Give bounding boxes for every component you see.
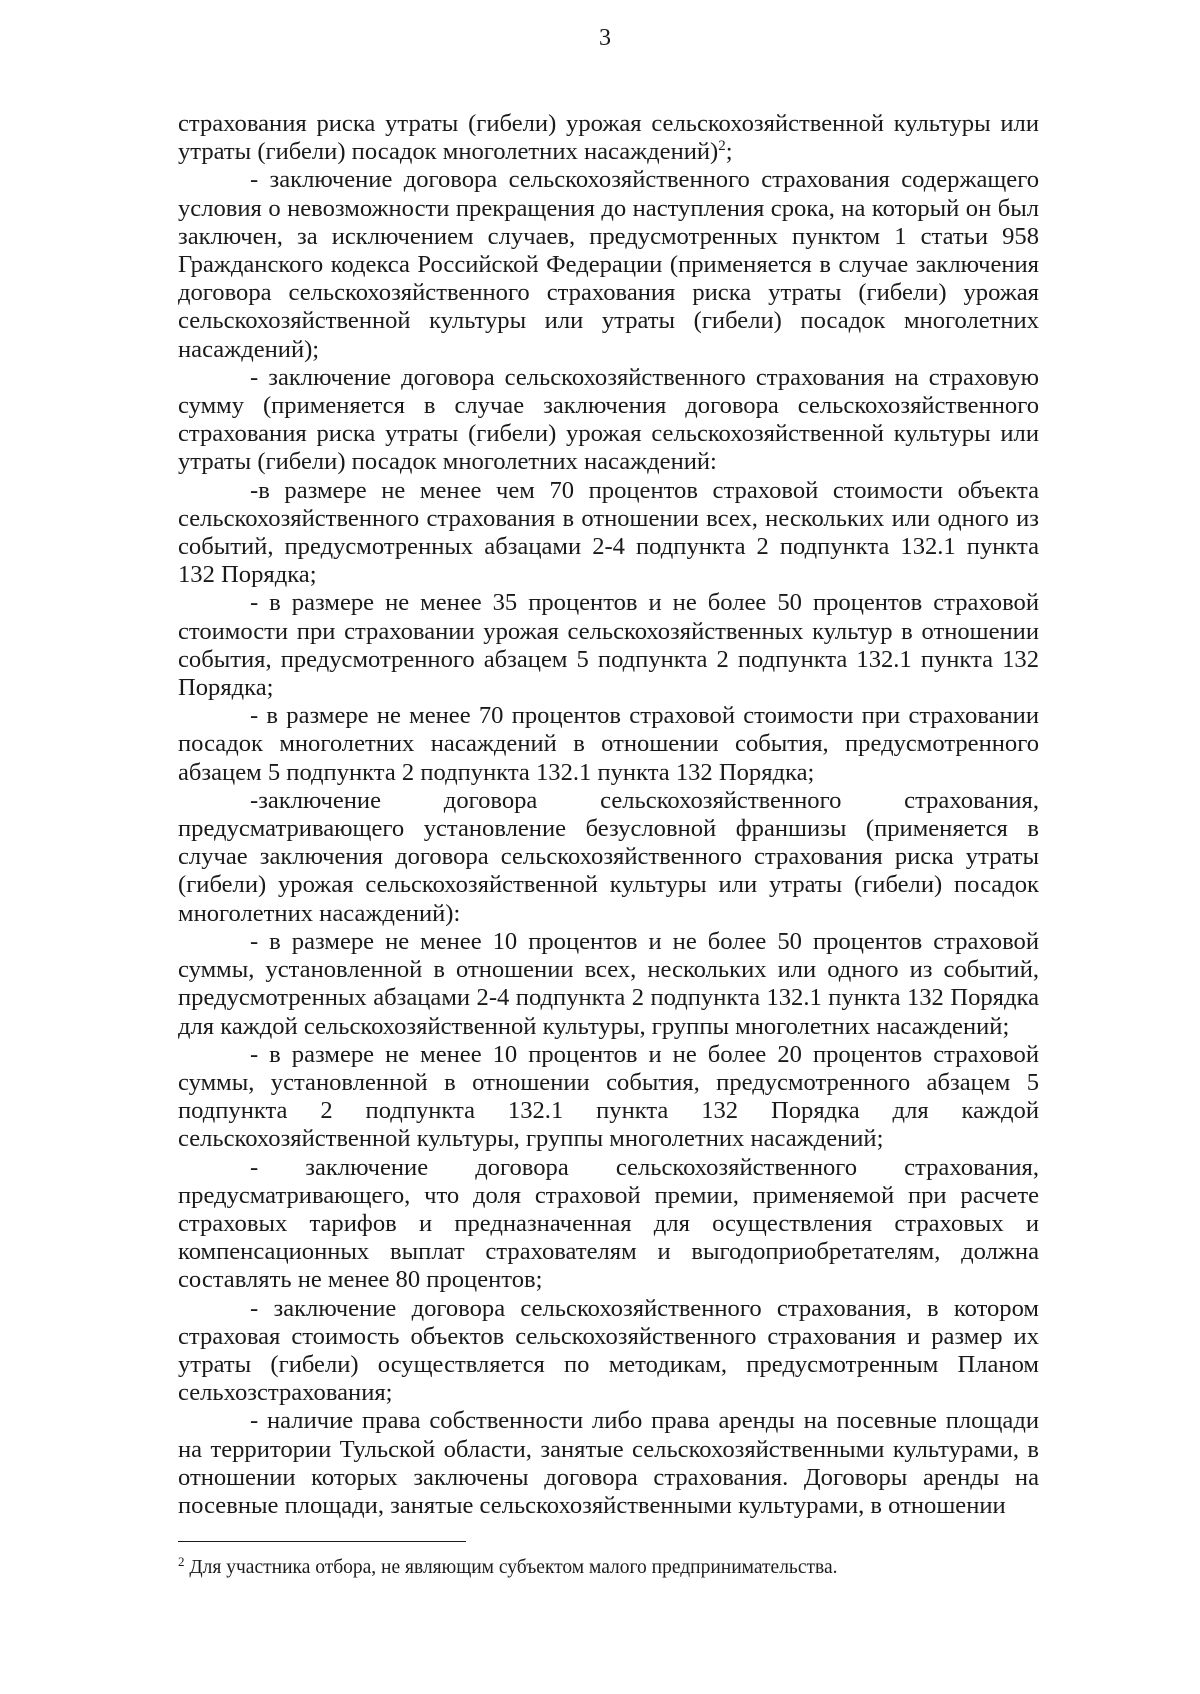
footnote-text: Для участника отбора, не являющим субъектом малого предпринимательства. — [184, 1557, 838, 1578]
paragraph: - заключение договора сельскохозяйственного страхования на страховую сумму (применяется в случае заключения договора сельскохозяйственного страхования риска утраты (гибели) урожая сельскохозяйственной культуры или утраты (гибели) посадок многолетних насаждений: — [178, 363, 1039, 476]
paragraph-continuation — [178, 110, 1039, 166]
footnote — [178, 1556, 1039, 1580]
footnote-reference: 2 — [718, 138, 726, 155]
paragraph: - в размере не менее 35 процентов и не более 50 процентов страховой стоимости при страховании урожая сельскохозяйственных культур в отношении события, предусмотренного абзацем 5 подпункта 2 подпункта 132.1 пункта 132 Порядка; — [178, 589, 1039, 702]
document-body — [178, 110, 1039, 1520]
footnote-separator — [178, 1541, 466, 1542]
paragraph: - в размере не менее 10 процентов и не более 50 процентов страховой суммы, установленной в отношении всех, нескольких или одного из событий, предусмотренных абзацами 2-4 подпункта 2 подпункта 132.1 пункта 132 Порядка для каждой сельскохозяйственной культуры, группы многолетних насаждений; — [178, 927, 1039, 1040]
page-number: 3 — [599, 25, 611, 51]
paragraph-text: страхования риска утраты (гибели) урожая сельскохозяйственной культуры или утраты (гибели) посадок многолетних насаждений) — [178, 110, 1039, 166]
footnote-marker: 2 — [178, 1554, 185, 1569]
paragraph: -в размере не менее чем 70 процентов страховой стоимости объекта сельскохозяйственного страхования в отношении всех, нескольких или одного из событий, предусмотренных абзацами 2-4 подпункта 2 подпункта 132.1 пункта 132 Порядка; — [178, 476, 1039, 589]
paragraph-tail: ; — [725, 138, 733, 166]
paragraph: - заключение договора сельскохозяйственного страхования, предусматривающего, что доля страховой премии, применяемой при расчете страховых тарифов и предназначенная для осуществления страховых и компенсационных выплат страхователям и выгодоприобретателям, должна составлять не менее 80 процентов; — [178, 1153, 1039, 1294]
paragraph: - наличие права собственности либо права аренды на посевные площади на территории Тульской области, занятые сельскохозяйственными культурами, в отношении которых заключены договора страхования. Договоры аренды на посевные площади, занятые сельскохозяйственными культурами, в отношении — [178, 1407, 1039, 1519]
paragraph: - в размере не менее 70 процентов страховой стоимости при страховании посадок многолетних насаждений в отношении события, предусмотренного абзацем 5 подпункта 2 подпункта 132.1 пункта 132 Порядка; — [178, 702, 1039, 786]
paragraph: - заключение договора сельскохозяйственного страхования содержащего условия о невозможности прекращения до наступления срока, на который он был заключен, за исключением случаев, предусмотренных пунктом 1 статьи 958 Гражданского кодекса Российской Федерации (применяется в случае заключения договора сельскохозяйственного страхования риска утраты (гибели) урожая сельскохозяйственной культуры или утраты (гибели) посадок многолетних насаждений); — [178, 166, 1039, 363]
paragraph: - в размере не менее 10 процентов и не более 20 процентов страховой суммы, установленной в отношении события, предусмотренного абзацем 5 подпункта 2 подпункта 132.1 пункта 132 Порядка для каждой сельскохозяйственной культуры, группы многолетних насаждений; — [178, 1040, 1039, 1153]
paragraph: -заключение договора сельскохозяйственного страхования, предусматривающего установление безусловной франшизы (применяется в случае заключения договора сельскохозяйственного страхования риска утраты (гибели) урожая сельскохозяйственной культуры или утраты (гибели) посадок многолетних насаждений): — [178, 786, 1039, 927]
paragraph: - заключение договора сельскохозяйственного страхования, в котором страховая стоимость объектов сельскохозяйственного страхования и размер их утраты (гибели) осуществляется по методикам, предусмотренным Планом сельхозстрахования; — [178, 1294, 1039, 1407]
